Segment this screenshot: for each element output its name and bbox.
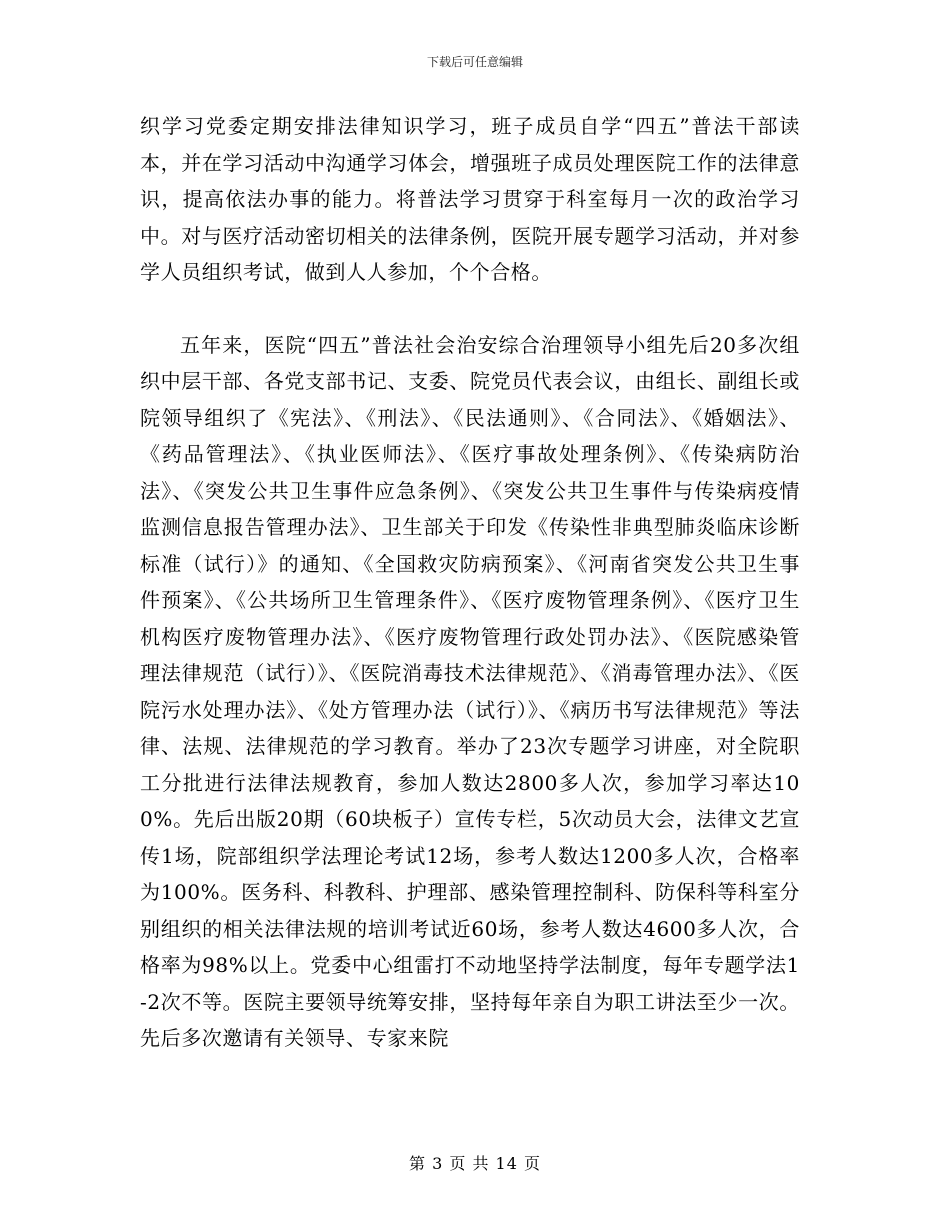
page-header-note: 下载后可任意编辑	[426, 55, 523, 69]
paragraph-five-years-review: 五年来，医院“四五”普法社会治安综合治理领导小组先后20多次组织中层干部、各党支部书记、支委、院党员代表会议，由组长、副组长或院领导组织了《宪法》、《刑法》、《民法通则》、《合同法》、《婚姻法》、《药品管理法》、《执业医师法》、《医疗事故处理条例》、《传染病防治法》、《突发公共卫生事件应急条例》、《突发公共卫生事件与传染病疫情监测信息报告管理办法》、卫生部关于印发《传染性非典型肺炎临床诊断标准（试行）》的通知、《全国救灾防病预案》、《河南省突发公共卫生事件预案》、《公共场所卫生管理条件》、《医疗废物管理条例》、《医疗卫生机构医疗废物管理办法》、《医疗废物管理行政处罚办法》、《医院感染管理法律规范（试行）》、《医院消毒技术法律规范》、《消毒管理办法》、《医院污水处理办法》、《处方管理办法（试行）》、《病历书写法律规范》等法律、法规、法律规范的学习教育。举办了23次专题学习讲座，对全院职工分批进行法律法规教育，参加人数达2800多人次，参加学习率达100%。先后出版20期（60块板子）宣传专栏，5次动员大会，法律文艺宣传1场，院部组织学法理论考试12场，参考人数达1200多人次，合格率为100%。医务科、科教科、护理部、感染管理控制科、防保科等科室分别组织的相关法律法规的培训考试近60场，参考人数达4600多人次，合格率为98%以上。党委中心组雷打不动地坚持学法制度，每年专题学法1-2次不等。医院主要领导统筹安排，坚持每年亲自为职工讲法至少一次。先后多次邀请有关领导、专家来院	[140, 332, 800, 1050]
paragraph-spacer	[140, 291, 800, 327]
page-number: 第 3 页 共 14 页	[409, 1154, 541, 1173]
paragraph-continued: 织学习党委定期安排法律知识学习，班子成员自学“四五”普法干部读本，并在学习活动中沟通学习体会，增强班子成员处理医院工作的法律意识，提高依法办事的能力。将普法学习贯穿于科室每月一次的政治学习中。对与医疗活动密切相关的法律条例，医院开展专题学习活动，并对参学人员组织考试，做到人人参加，个个合格。	[140, 114, 800, 284]
document-body	[140, 108, 800, 1057]
